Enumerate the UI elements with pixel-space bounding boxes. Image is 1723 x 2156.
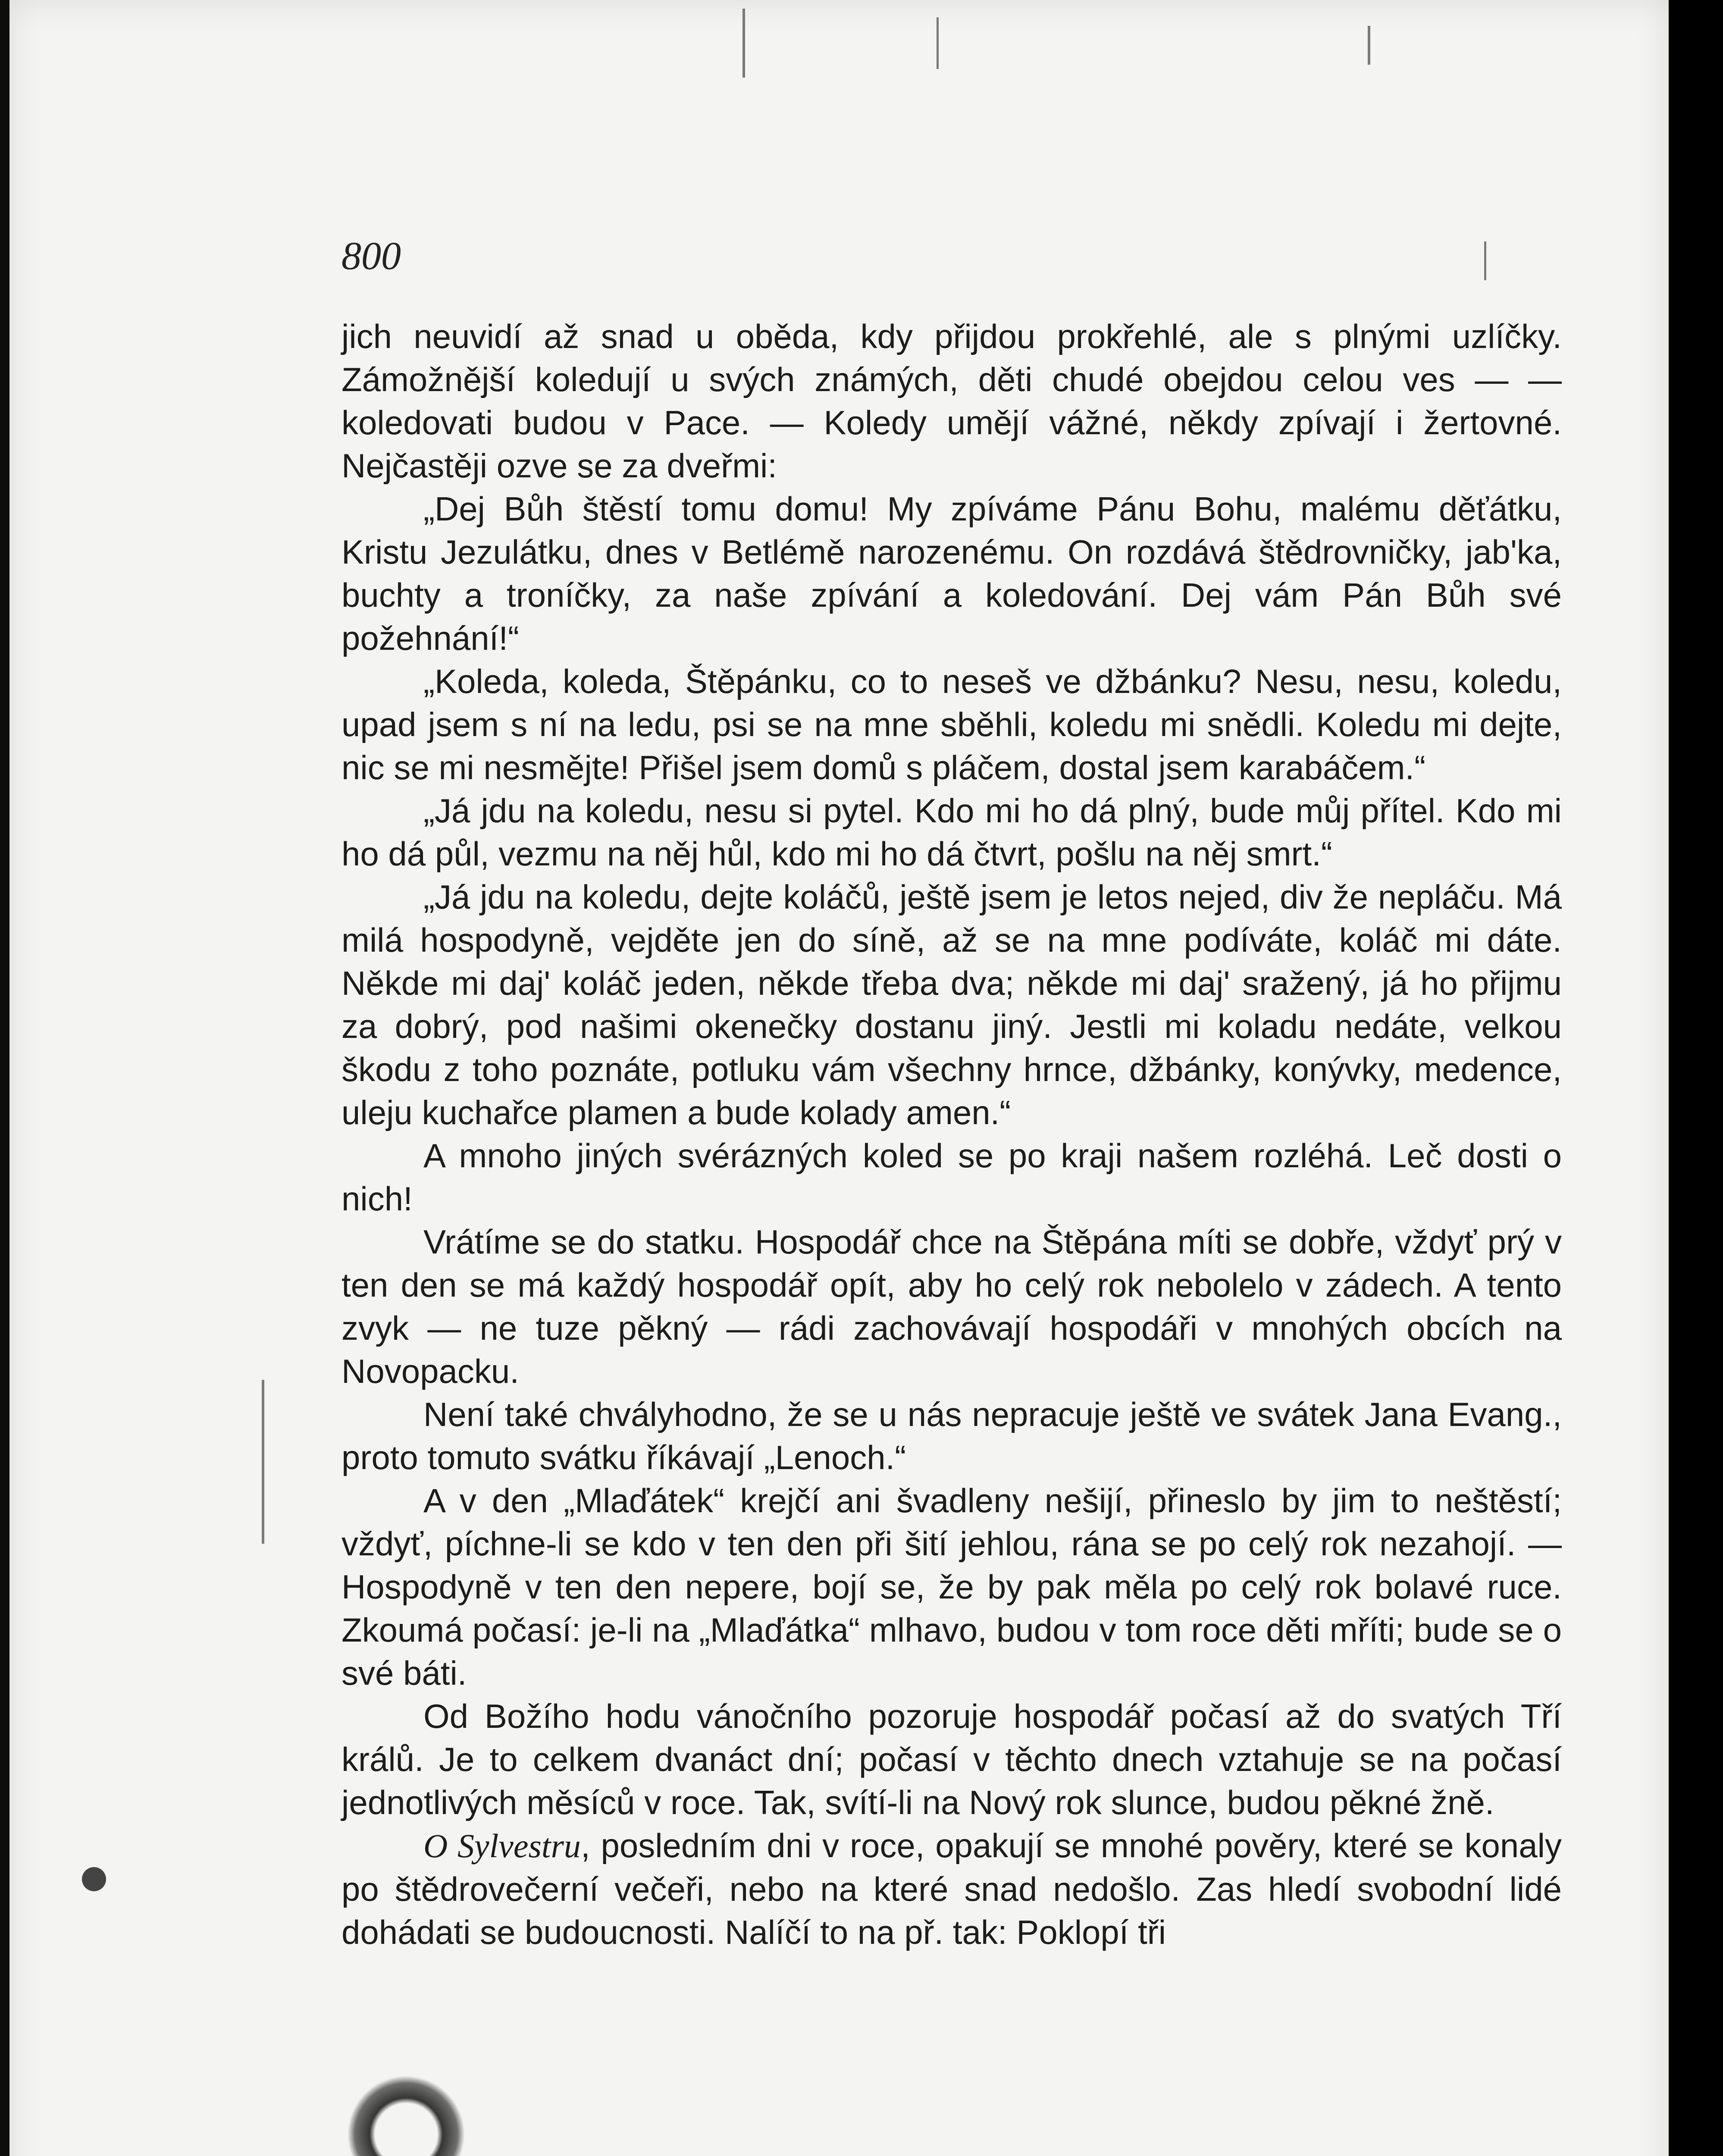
paragraph: A v den „Mlaďátek“ krejčí ani švadleny nešijí, přineslo by jim to neštěstí; vždyť, píchne-li se kdo v ten den při šití jehlou, rána se po celý rok nezahojí. — Hospodyně v ten den nepere, bojí se, že by pak měla po celý rok bolavé ruce. Zkoumá počasí: je-li na „Mlaďátka“ mlhavo, budou v tom roce děti mříti; bude se o své báti. <box>341 1482 1562 1692</box>
italic-term: O Sylvestru <box>423 1827 581 1865</box>
paragraph: A mnoho jiných svérázných koled se po kraji našem rozléhá. Leč dosti o nich! <box>341 1137 1562 1218</box>
scan-scratch <box>262 1380 264 1544</box>
paragraph <box>341 1824 1562 1954</box>
scan-blemish <box>82 1867 106 1891</box>
scan-scratch <box>742 9 745 78</box>
paragraph: „Dej Bůh štěstí tomu domu! My zpíváme Pánu Bohu, malému děťátku, Kristu Jezulátku, dnes v Betlémě narozenému. On rozdává štědrovničky, jab'ka, buchty a troníčky, za naše zpívání a koledování. Dej vám Pán Bůh své požehnání!“ <box>341 490 1562 657</box>
paragraph: „Koleda, koleda, Štěpánku, co to neseš ve džbánku? Nesu, nesu, koledu, upad jsem s ní na ledu, psi se na mne sběhli, koledu mi snědli. Koledu mi dejte, nic se mi nesmějte! Přišel jsem domů s pláčem, dostal jsem karabáčem.“ <box>341 662 1562 787</box>
paragraph: „Já jdu na koledu, dejte koláčů, ještě jsem je letos nejed, div že nepláču. Má milá hospodyně, vejděte jen do síně, až se na mne podíváte, koláč mi dáte. Někde mi daj' koláč jeden, někde třeba dva; někde mi daj' sražený, já ho přijmu za dobrý, pod našimi okenečky dostanu jiný. Jestli mi koladu nedáte, velkou škodu z toho poznáte, potluku vám všechny hrnce, džbánky, konývky, medence, uleju kuchařce plamen a bude kolady amen.“ <box>341 878 1562 1131</box>
scan-border <box>1669 0 1723 2156</box>
page-number: 800 <box>341 234 401 278</box>
paragraph: jich neuvidí až snad u oběda, kdy přijdou prokřehlé, ale s plnými uzlíčky. Zámožnější koledují u svých známých, děti chudé obejdou celou ves — — koledovati budou v Pace. — Koledy umějí vážné, někdy zpívají i žertovné. Nejčastěji ozve se za dveřmi: <box>341 317 1562 485</box>
scan-scratch <box>937 17 939 69</box>
scan-scratch <box>1368 26 1370 65</box>
ink-stain <box>341 2070 471 2156</box>
body-text <box>341 315 1562 1954</box>
paragraph: „Já jdu na koledu, nesu si pytel. Kdo mi ho dá plný, bude můj přítel. Kdo mi ho dá půl, vezmu na něj hůl, kdo mi ho dá čtvrt, pošlu na něj smrt.“ <box>341 792 1562 873</box>
paragraph: Není také chvályhodno, že se u nás nepracuje ještě ve svátek Jana Evang., proto tomuto svátku říkávají „Lenoch.“ <box>341 1395 1562 1476</box>
paragraph: Vrátíme se do statku. Hospodář chce na Štěpána míti se dobře, vždyť prý v ten den se má každý hospodář opít, aby ho celý rok nebolelo v zádech. A tento zvyk — ne tuze pěkný — rádi zachovávají hospodáři v mnohých obcích na Novopacku. <box>341 1223 1562 1390</box>
paragraph: Od Božího hodu vánočního pozoruje hospodář počasí až do svatých Tří králů. Je to celkem dvanáct dní; počasí v těchto dnech vztahuje se na počasí jednotlivých měsíců v roce. Tak, svítí-li na Nový rok slunce, budou pěkné žně. <box>341 1697 1562 1821</box>
paragraph-text: , posledním dni v roce, opakují se mnohé pověry, které se konaly po štědrovečerní večeři, nebo na které snad nedošlo. Zas hledí svobodní lidé dohádati se budoucnosti. Nalíčí to na př. tak: Poklopí tři <box>341 1827 1562 1951</box>
scan-scratch <box>1484 241 1486 280</box>
book-page <box>9 0 1669 2156</box>
